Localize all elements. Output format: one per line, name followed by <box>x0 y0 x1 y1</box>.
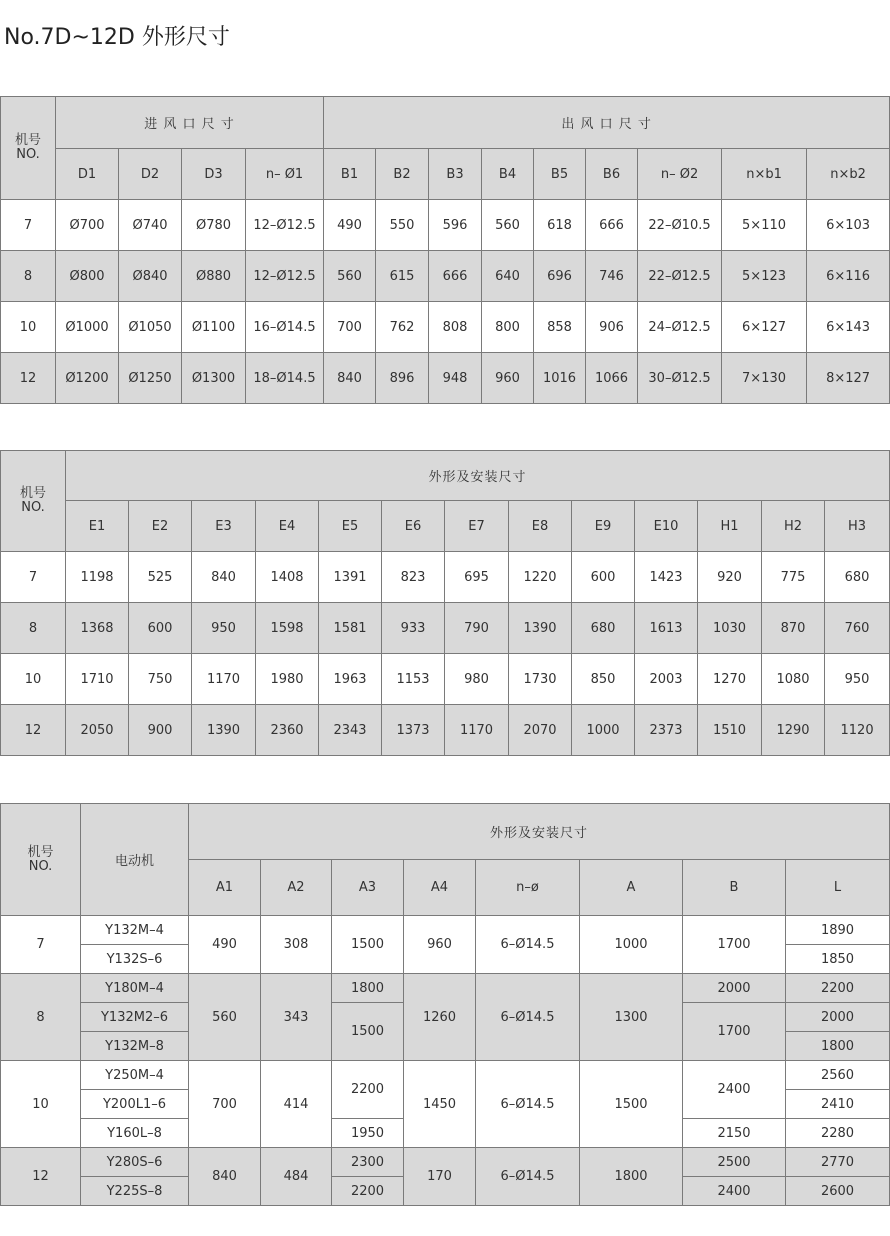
col-header: n– Ø1 <box>246 149 324 200</box>
table-row: 12 Ø1200 Ø1250 Ø1300 18–Ø14.5 840 896 948 960 1016 1066 30–Ø12.5 7×130 8×127 <box>1 353 890 404</box>
col-header: E5 <box>319 501 382 552</box>
col-header: E3 <box>192 501 256 552</box>
col-header: B <box>683 860 786 916</box>
col-header: H1 <box>698 501 762 552</box>
outlet-group-header: 出 风 口 尺 寸 <box>324 97 890 149</box>
group-header: 外形及安装尺寸 <box>66 451 890 501</box>
col-header: A4 <box>404 860 476 916</box>
col-header: H3 <box>825 501 890 552</box>
col-header: D2 <box>119 149 182 200</box>
col-header: E1 <box>66 501 129 552</box>
col-header: E10 <box>635 501 698 552</box>
col-header: E4 <box>256 501 319 552</box>
table-row: 10 Y250M–4 700 414 2200 1450 6–Ø14.5 1500 2400 2560 <box>1 1061 890 1090</box>
col-header: E9 <box>572 501 635 552</box>
table-row: 12 2050 900 1390 2360 2343 1373 1170 2070 1000 2373 1510 1290 1120 <box>1 705 890 756</box>
machine-no-header: 机号 NO. <box>1 451 66 552</box>
overall-mounting-dimension-table <box>0 450 890 756</box>
column-header-row <box>1 501 890 552</box>
motor-mounting-dimension-table <box>0 803 890 1206</box>
group-header: 外形及安装尺寸 <box>189 804 890 860</box>
table-row: 12 Y280S–6 840 484 2300 170 6–Ø14.5 1800 2500 2770 <box>1 1148 890 1177</box>
table-row: 10 Ø1000 Ø1050 Ø1100 16–Ø14.5 700 762 808 800 858 906 24–Ø12.5 6×127 6×143 <box>1 302 890 353</box>
col-header: E2 <box>129 501 192 552</box>
column-header-row <box>1 149 890 200</box>
col-header: n–ø <box>476 860 580 916</box>
col-header: B5 <box>534 149 586 200</box>
col-header: E8 <box>509 501 572 552</box>
table-row: Y132S–6 1850 <box>1 945 890 974</box>
col-header: B6 <box>586 149 638 200</box>
col-header: B3 <box>429 149 482 200</box>
table-row: 7 1198 525 840 1408 1391 823 695 1220 600 1423 920 775 680 <box>1 552 890 603</box>
col-header: H2 <box>762 501 825 552</box>
col-header: E7 <box>445 501 509 552</box>
col-header: A <box>580 860 683 916</box>
col-header: A3 <box>332 860 404 916</box>
table-row: 7 Ø700 Ø740 Ø780 12–Ø12.5 490 550 596 560 618 666 22–Ø10.5 5×110 6×103 <box>1 200 890 251</box>
col-header: B4 <box>482 149 534 200</box>
col-header: A2 <box>261 860 332 916</box>
col-header: n– Ø2 <box>638 149 722 200</box>
table-row: 8 Ø800 Ø840 Ø880 12–Ø12.5 560 615 666 640 696 746 22–Ø12.5 5×123 6×116 <box>1 251 890 302</box>
inlet-outlet-dimension-table <box>0 96 890 404</box>
col-header: D3 <box>182 149 246 200</box>
col-header: A1 <box>189 860 261 916</box>
col-header: B1 <box>324 149 376 200</box>
col-header: E6 <box>382 501 445 552</box>
table-row: 7 Y132M–4 490 308 1500 960 6–Ø14.5 1000 1700 1890 <box>1 916 890 945</box>
table-row: Y160L–8 1950 2150 2280 <box>1 1119 890 1148</box>
table-row: 8 Y180M–4 560 343 1800 1260 6–Ø14.5 1300 2000 2200 <box>1 974 890 1003</box>
table-row: 8 1368 600 950 1598 1581 933 790 1390 680 1613 1030 870 760 <box>1 603 890 654</box>
col-header: L <box>786 860 890 916</box>
col-header: n×b1 <box>722 149 807 200</box>
col-header: n×b2 <box>807 149 890 200</box>
page-title: No.7D~12D 外形尺寸 <box>4 25 230 50</box>
table-row: Y132M2–6 1500 1700 2000 <box>1 1003 890 1032</box>
table-row: 10 1710 750 1170 1980 1963 1153 980 1730 850 2003 1270 1080 950 <box>1 654 890 705</box>
col-header: B2 <box>376 149 429 200</box>
table-row: Y225S–8 2200 2400 2600 <box>1 1177 890 1206</box>
table-row: Y200L1–6 2410 <box>1 1090 890 1119</box>
machine-no-header: 机号 NO. <box>1 804 81 916</box>
table-row: Y132M–8 1800 <box>1 1032 890 1061</box>
machine-no-header: 机号 NO. <box>1 97 56 200</box>
col-header: D1 <box>56 149 119 200</box>
inlet-group-header: 进 风 口 尺 寸 <box>56 97 324 149</box>
motor-header: 电动机 <box>81 804 189 916</box>
